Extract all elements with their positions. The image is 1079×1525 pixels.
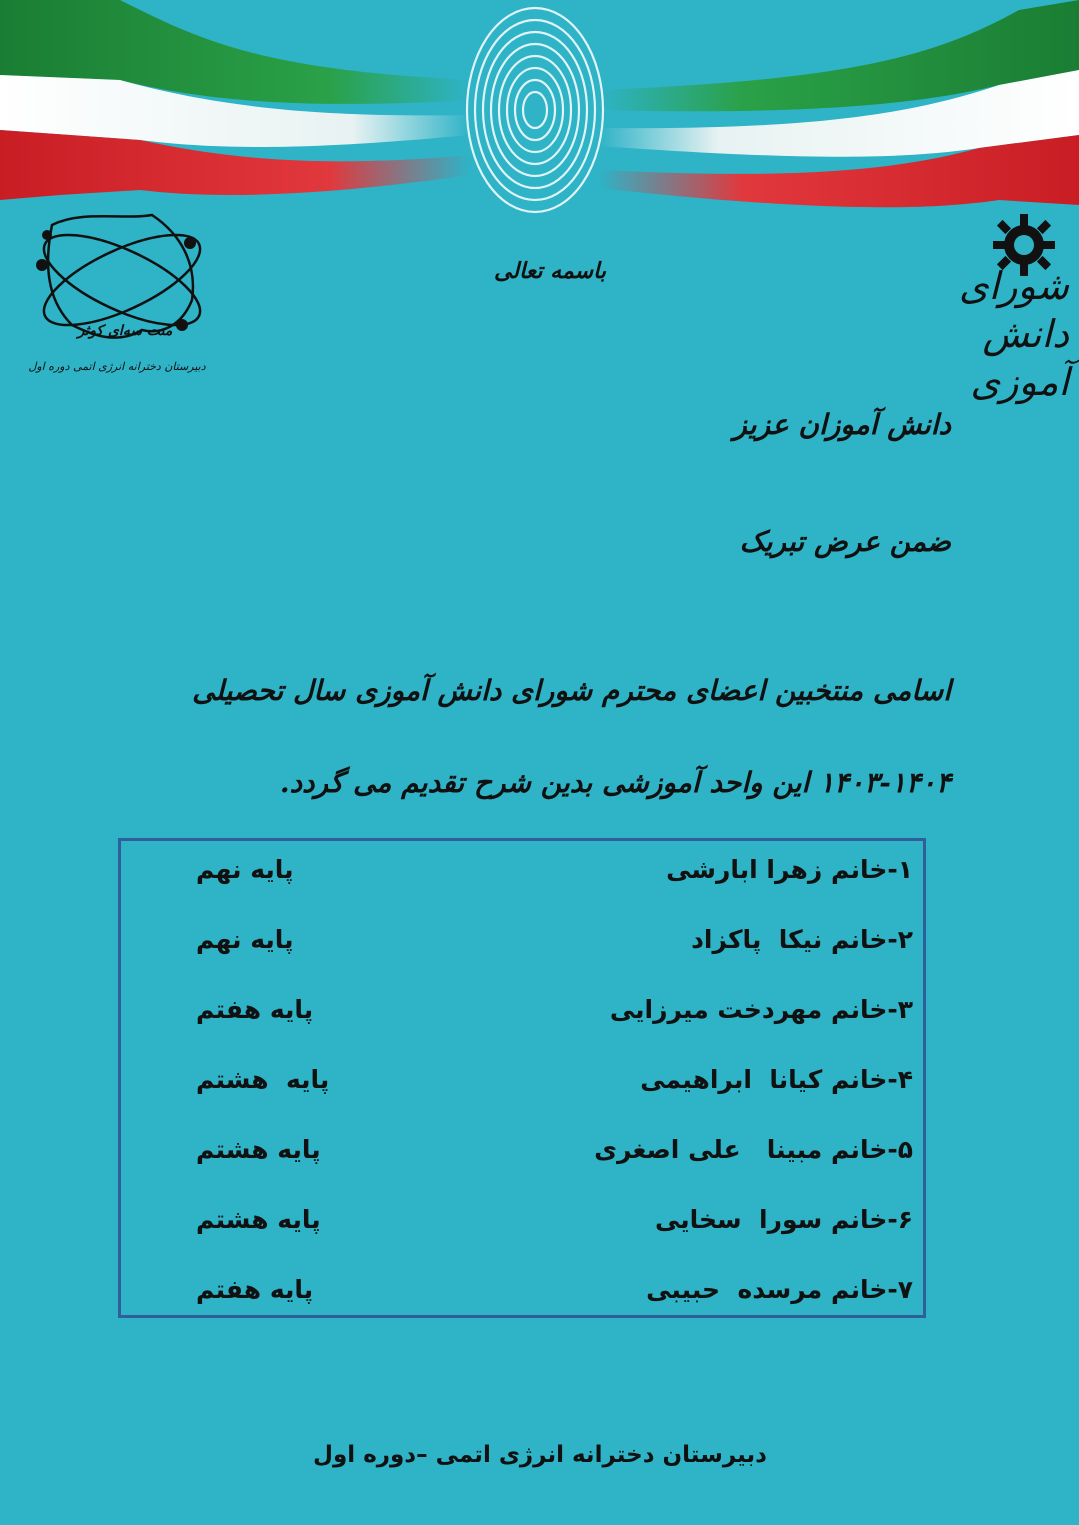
flag-ribbon-left (0, 0, 470, 230)
member-row (121, 1275, 923, 1325)
school-footer: دبیرستان دخترانه انرژی اتمی –دوره اول (313, 1442, 767, 1468)
fingerprint-icon (455, 0, 615, 260)
member-row (121, 1205, 923, 1255)
school-logo-caption: دبیرستان دخترانه انرژی اتمی دوره اول (28, 360, 206, 373)
congrats-line: ضمن عرض تبریک (739, 525, 951, 558)
member-grade: پایه نهم (196, 855, 294, 884)
council-logo-title: شورای دانش آموزی (958, 264, 1069, 404)
member-name: ۴-خانم کیانا ابراهیمی (640, 1065, 913, 1094)
member-name: ۱-خانم زهرا ابارشی (666, 855, 913, 884)
member-grade: پایه نهم (196, 925, 294, 954)
member-name: ۲-خانم نیکا پاکزاد (691, 925, 913, 954)
intro-paragraph: اسامی منتخبین اعضای محترم شورای دانش آموزی سال تحصیلی ۱۴۰۴-۱۴۰۳ این واحد آموزشی بدین شرح تقدیم می گردد. (192, 674, 951, 799)
member-grade: پایه هفتم (196, 1275, 314, 1304)
member-row (121, 1135, 923, 1185)
member-grade: پایه هشتم (196, 1135, 321, 1164)
member-name: ۶-خانم سورا سخایی (654, 1205, 913, 1234)
members-list (118, 838, 926, 1318)
member-name: ۵-خانم مبینا علی اصغری (594, 1135, 913, 1164)
basmala-heading: باسمه تعالی (494, 258, 606, 284)
greeting-line: دانش آموزان عزیز (733, 408, 951, 441)
member-grade: پایه هفتم (196, 995, 314, 1024)
member-grade: پایه هشتم (196, 1205, 321, 1234)
member-row (121, 1065, 923, 1115)
member-row (121, 995, 923, 1045)
member-name: ۳-خانم مهردخت میرزایی (609, 995, 913, 1024)
flag-ribbon-right (599, 0, 1079, 230)
member-name: ۷-خانم مرسده حبیبی (646, 1275, 913, 1304)
member-row (121, 855, 923, 905)
member-grade: پایه هشتم (196, 1065, 330, 1094)
member-row (121, 925, 923, 975)
school-logo-icon (22, 205, 212, 385)
school-logo-label: منت سه‌ای کوثر (77, 323, 173, 339)
